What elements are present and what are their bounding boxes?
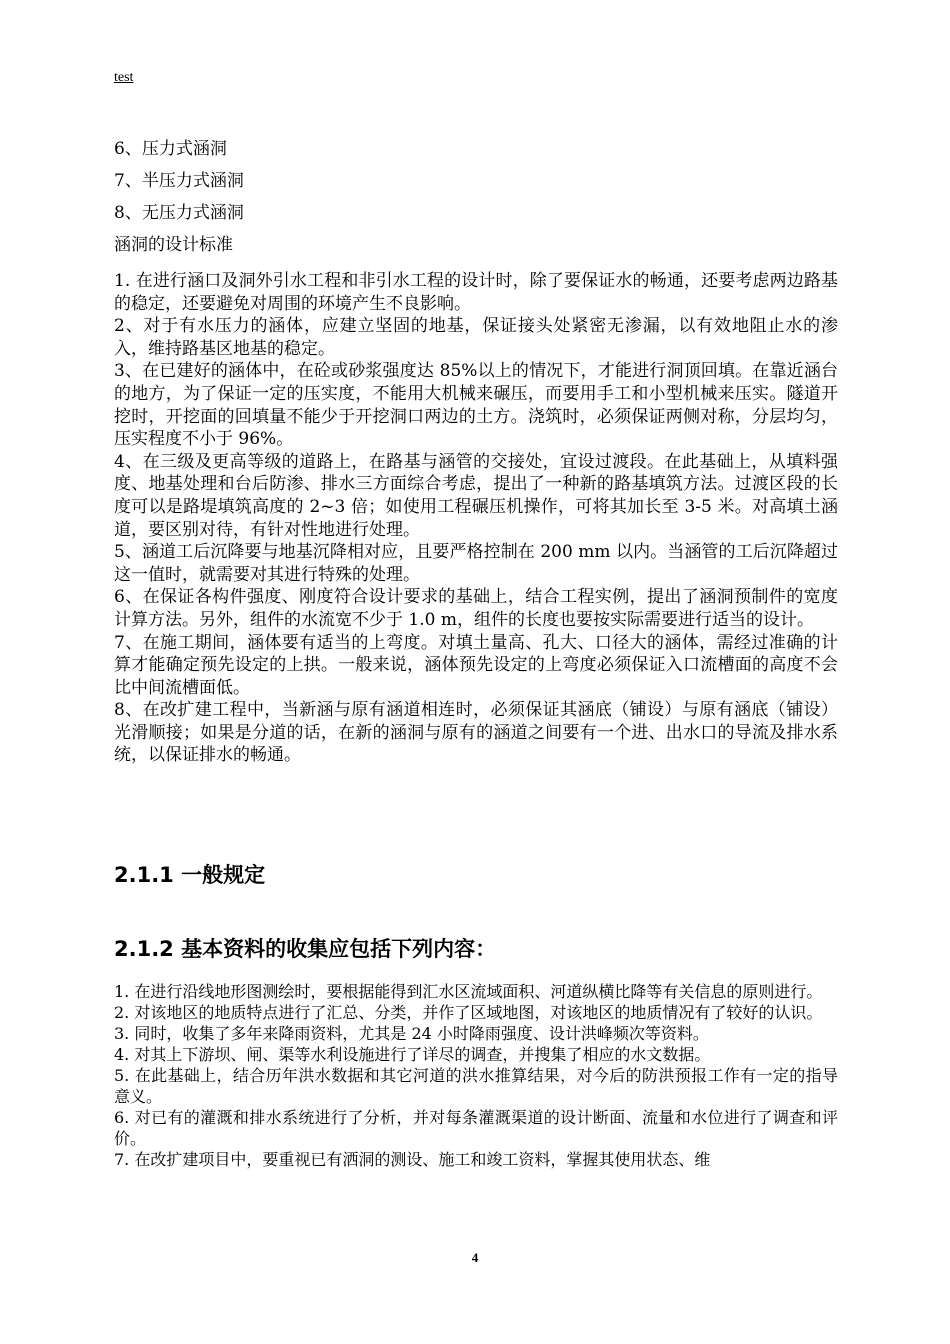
collection-item: 1. 在进行沿线地形图测绘时，要根据能得到汇水区流域面积、河道纵横比降等有关信息的原则进行。: [114, 982, 823, 1002]
page-number: 4: [471, 1250, 479, 1265]
collection-item: 2. 对该地区的地质特点进行了汇总、分类，并作了区域地图，对该地区的地质情况有了较好的认识。: [114, 1003, 823, 1023]
page-header: test: [114, 70, 134, 85]
design-paragraph: 6、在保证各构件强度、刚度符合设计要求的基础上，结合工程实例，提出了涵洞预制件的宽度计算方法。另外，组件的水流宽不少于 1.0 m，组件的长度也要按实际需要进行适当的设计。: [114, 587, 838, 630]
design-paragraph: 5、涵道工后沉降要与地基沉降相对应，且要严格控制在 200 mm 以内。当涵管的工后沉降超过这一值时，就需要对其进行特殊的处理。: [114, 542, 838, 585]
list-item: 6、压力式涵洞: [114, 139, 227, 159]
design-paragraph: 4、在三级及更高等级的道路上，在路基与涵管的交接处，宜设过渡段。在此基础上，从填料强度、地基处理和台后防渗、排水三方面综合考虑，提出了一种新的路基填筑方法。过渡区段的长度可以是路堤填筑高度的 2~3 倍；如使用工程碾压机操作，可将其加长至 3-5 米。对高填土涵道，要区别对待，有针对性地进行处理。: [114, 451, 838, 540]
design-paragraph: 7、在施工期间，涵体要有适当的上弯度。对填土量高、孔大、口径大的涵体，需经过准确的计算才能确定预先设定的上拱。一般来说，涵体预先设定的上弯度必须保证入口流槽面的高度不会比中间流槽面低。: [114, 632, 838, 698]
collection-item: 3. 同时，收集了多年来降雨资料，尤其是 24 小时降雨强度、设计洪峰频次等资料。: [114, 1024, 709, 1044]
design-paragraph: 8、在改扩建工程中，当新涵与原有涵道相连时，必须保证其涵底（铺设）与原有涵底（铺设）光滑顺接；如果是分道的话，在新的涵洞与原有的涵道之间要有一个进、出水口的导流及排水系统，以保证排水的畅通。: [114, 700, 838, 766]
collection-item: 7. 在改扩建项目中，要重视已有洒洞的测设、施工和竣工资料，掌握其使用状态、维: [114, 1150, 711, 1170]
document-body: [114, 138, 838, 1170]
design-paragraph: 3、在已建好的涵体中，在砼或砂浆强度达 85%以上的情况下，才能进行洞顶回填。在靠近涵台的地方，为了保证一定的压实度，不能用大机械来碾压，而要用手工和小型机械来压实。隧道开挖时，开挖面的回填量不能少于开挖洞口两边的土方。浇筑时，必须保证两侧对称，分层均匀，压实程度不小于 96%。: [114, 361, 838, 450]
design-paragraph: 1. 在进行涵口及洞外引水工程和非引水工程的设计时，除了要保证水的畅通，还要考虑两边路基的稳定，还要避免对周围的环境产生不良影响。: [114, 271, 838, 314]
design-paragraph: 2、对于有水压力的涵体，应建立坚固的地基，保证接头处紧密无渗漏，以有效地阻止水的渗入，维持路基区地基的稳定。: [114, 316, 838, 359]
section-label: 涵洞的设计标准: [114, 235, 233, 255]
collection-item: 4. 对其上下游坝、闸、渠等水利设施进行了详尽的调查，并搜集了相应的水文数据。: [114, 1045, 711, 1065]
section-heading: 2.1.1 一般规定: [114, 863, 266, 888]
list-item: 7、半压力式涵洞: [114, 171, 244, 191]
collection-item: 5. 在此基础上，结合历年洪水数据和其它河道的洪水推算结果，对今后的防洪预报工作有一定的指导意义。: [114, 1066, 838, 1107]
list-item: 8、无压力式涵洞: [114, 203, 244, 223]
collection-item: 6. 对已有的灌溉和排水系统进行了分析，并对每条灌溉渠道的设计断面、流量和水位进行了调查和评价。: [114, 1108, 838, 1149]
section-heading: 2.1.2 基本资料的收集应包括下列内容：: [114, 937, 497, 962]
